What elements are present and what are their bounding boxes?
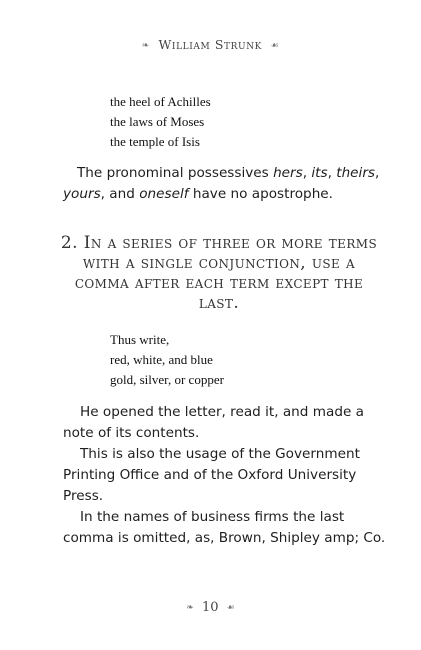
- paragraph: In the names of business firms the last comma is omitted, as, Brown, Shipley amp; Co.: [63, 509, 386, 546]
- running-head-title: William Strunk: [158, 37, 262, 52]
- right-fleuron-icon: ☙: [270, 40, 280, 51]
- running-head: [0, 37, 421, 52]
- right-fleuron-icon: ☙: [226, 602, 235, 613]
- example-line: the laws of Moses: [110, 114, 205, 129]
- page-footer: [0, 600, 421, 615]
- possessive-note-paragraph: The pronominal possessives hers, its, theirs, yours, and oneself have no apostrophe.: [63, 165, 380, 202]
- page-number: 10: [201, 600, 219, 615]
- example-line: gold, silver, or copper: [110, 372, 224, 387]
- example-line: the heel of Achilles: [110, 94, 211, 109]
- example-list-possessives: [110, 92, 211, 152]
- left-fleuron-icon: ❧: [186, 602, 194, 613]
- body-paragraphs: [63, 402, 393, 549]
- example-list-series: [110, 330, 224, 390]
- paragraph: This is also the usage of the Government Printing Office and of the Oxford University Press.: [63, 446, 360, 504]
- left-fleuron-icon: ❧: [141, 40, 150, 51]
- example-line: red, white, and blue: [110, 352, 213, 367]
- paragraph: He opened the letter, read it, and made a note of its contents.: [63, 404, 364, 441]
- italic-term: yours: [63, 186, 101, 202]
- italic-term: theirs: [336, 165, 375, 181]
- example-line: Thus write,: [110, 332, 170, 347]
- example-line: the temple of Isis: [110, 134, 200, 149]
- section-heading: 2. In a series of three or more terms with a single conjunction, use a comma after each term except the last.: [60, 233, 378, 313]
- italic-term: oneself: [139, 186, 189, 202]
- italic-term: hers: [273, 165, 303, 181]
- italic-term: its: [311, 165, 328, 181]
